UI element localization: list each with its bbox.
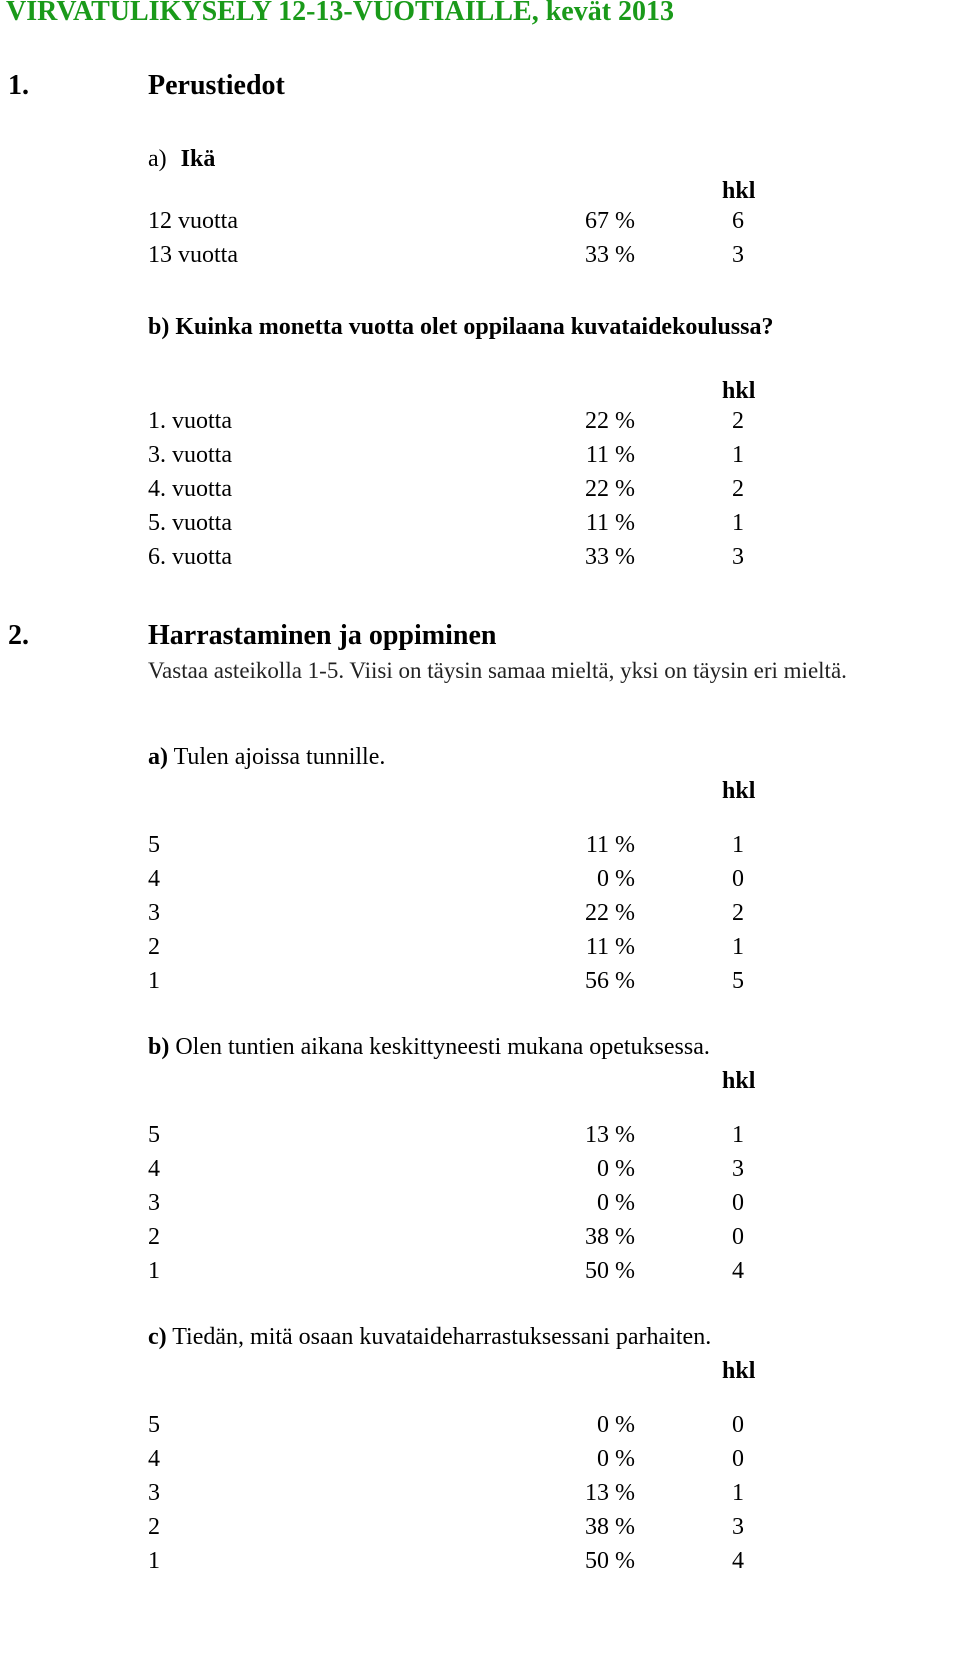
row-count: 1 [732, 510, 744, 536]
row-percent: 56 % [585, 968, 635, 994]
section-number: 2. [8, 620, 29, 651]
row-label: 1 [148, 1548, 160, 1574]
table-row [0, 544, 960, 578]
row-label: 1 [148, 968, 160, 994]
section-number: 1. [8, 70, 29, 101]
hkl-header: hkl [722, 378, 756, 404]
row-count: 0 [732, 866, 744, 892]
row-count: 4 [732, 1258, 744, 1284]
table-row [0, 1224, 960, 1258]
row-count: 0 [732, 1224, 744, 1250]
row-count: 0 [732, 1412, 744, 1438]
table-row [0, 1258, 960, 1292]
row-percent: 38 % [585, 1224, 635, 1250]
row-label: 5. vuotta [148, 510, 232, 536]
row-percent: 33 % [585, 242, 635, 268]
row-label: 3 [148, 1480, 160, 1506]
table-row [0, 442, 960, 476]
row-label: 3 [148, 1190, 160, 1216]
row-percent: 0 % [597, 1190, 635, 1216]
row-count: 0 [732, 1446, 744, 1472]
hkl-header: hkl [722, 778, 756, 804]
question-prefix: c) [148, 1324, 167, 1350]
row-count: 1 [732, 1122, 744, 1148]
row-label: 5 [148, 832, 160, 858]
row-percent: 50 % [585, 1548, 635, 1574]
row-count: 3 [732, 544, 744, 570]
row-label: 4 [148, 866, 160, 892]
row-percent: 13 % [585, 1122, 635, 1148]
table-row [0, 968, 960, 1002]
row-count: 1 [732, 442, 744, 468]
row-count: 0 [732, 1190, 744, 1216]
table-row [0, 1412, 960, 1446]
row-label: 2 [148, 1224, 160, 1250]
row-label: 2 [148, 934, 160, 960]
table-row [0, 934, 960, 968]
row-count: 1 [732, 934, 744, 960]
question-label [148, 1034, 710, 1061]
row-label: 4 [148, 1446, 160, 1472]
row-label: 5 [148, 1412, 160, 1438]
row-label: 1 [148, 1258, 160, 1284]
table-row [0, 900, 960, 934]
question-label [148, 314, 773, 341]
row-count: 3 [732, 1514, 744, 1540]
table-row [0, 866, 960, 900]
row-percent: 22 % [585, 476, 635, 502]
question-label [148, 1324, 711, 1351]
question-text: Tiedän, mitä osaan kuvataideharrastuksessani parhaiten. [172, 1324, 712, 1350]
table-row [0, 1122, 960, 1156]
row-count: 3 [732, 242, 744, 268]
row-count: 4 [732, 1548, 744, 1574]
section-heading: Perustiedot [148, 70, 285, 101]
row-percent: 38 % [585, 1514, 635, 1540]
row-percent: 67 % [585, 208, 635, 234]
row-percent: 22 % [585, 900, 635, 926]
section-heading: Harrastaminen ja oppiminen [148, 620, 497, 651]
question-text: Olen tuntien aikana keskittyneesti mukana opetuksessa. [175, 1034, 710, 1060]
question-prefix: b) [148, 314, 170, 340]
table-row [0, 242, 960, 276]
row-label: 3 [148, 900, 160, 926]
row-percent: 13 % [585, 1480, 635, 1506]
table-row [0, 1446, 960, 1480]
table-row [0, 476, 960, 510]
row-label: 6. vuotta [148, 544, 232, 570]
row-percent: 22 % [585, 408, 635, 434]
question-prefix: a) [148, 146, 167, 172]
row-percent: 0 % [597, 1412, 635, 1438]
row-percent: 0 % [597, 1446, 635, 1472]
row-label: 13 vuotta [148, 242, 238, 268]
row-count: 2 [732, 900, 744, 926]
row-label: 5 [148, 1122, 160, 1148]
row-percent: 0 % [597, 1156, 635, 1182]
question-text: Ikä [180, 146, 216, 172]
table-row [0, 1548, 960, 1582]
row-label: 12 vuotta [148, 208, 238, 234]
row-label: 2 [148, 1514, 160, 1540]
row-percent: 50 % [585, 1258, 635, 1284]
row-count: 2 [732, 476, 744, 502]
row-label: 4 [148, 1156, 160, 1182]
row-count: 3 [732, 1156, 744, 1182]
row-percent: 11 % [585, 442, 635, 468]
row-count: 1 [732, 1480, 744, 1506]
question-prefix: a) [148, 744, 168, 770]
question-prefix: b) [148, 1034, 170, 1060]
row-count: 5 [732, 968, 744, 994]
hkl-header: hkl [722, 178, 756, 204]
row-percent: 11 % [585, 510, 635, 536]
question-label [148, 146, 215, 173]
table-row [0, 408, 960, 442]
table-row [0, 1156, 960, 1190]
table-row [0, 1514, 960, 1548]
row-percent: 0 % [597, 866, 635, 892]
row-percent: 11 % [585, 832, 635, 858]
question-text: Kuinka monetta vuotta olet oppilaana kuvataidekoulussa? [175, 314, 774, 340]
question-label [148, 744, 385, 771]
instructions-text: Vastaa asteikolla 1-5. Viisi on täysin samaa mieltä, yksi on täysin eri mieltä. [148, 658, 847, 683]
document-title: VIRVATULIKYSELY 12-13-VUOTIAILLE, kevät 2013 [6, 0, 675, 27]
row-percent: 11 % [585, 934, 635, 960]
row-label: 3. vuotta [148, 442, 232, 468]
table-row [0, 832, 960, 866]
hkl-header: hkl [722, 1358, 756, 1384]
table-row [0, 1190, 960, 1224]
row-count: 2 [732, 408, 744, 434]
table-row [0, 1480, 960, 1514]
row-label: 4. vuotta [148, 476, 232, 502]
row-count: 1 [732, 832, 744, 858]
row-count: 6 [732, 208, 744, 234]
hkl-header: hkl [722, 1068, 756, 1094]
question-text: Tulen ajoissa tunnille. [173, 744, 386, 770]
table-row [0, 208, 960, 242]
row-label: 1. vuotta [148, 408, 232, 434]
row-percent: 33 % [585, 544, 635, 570]
table-row [0, 510, 960, 544]
